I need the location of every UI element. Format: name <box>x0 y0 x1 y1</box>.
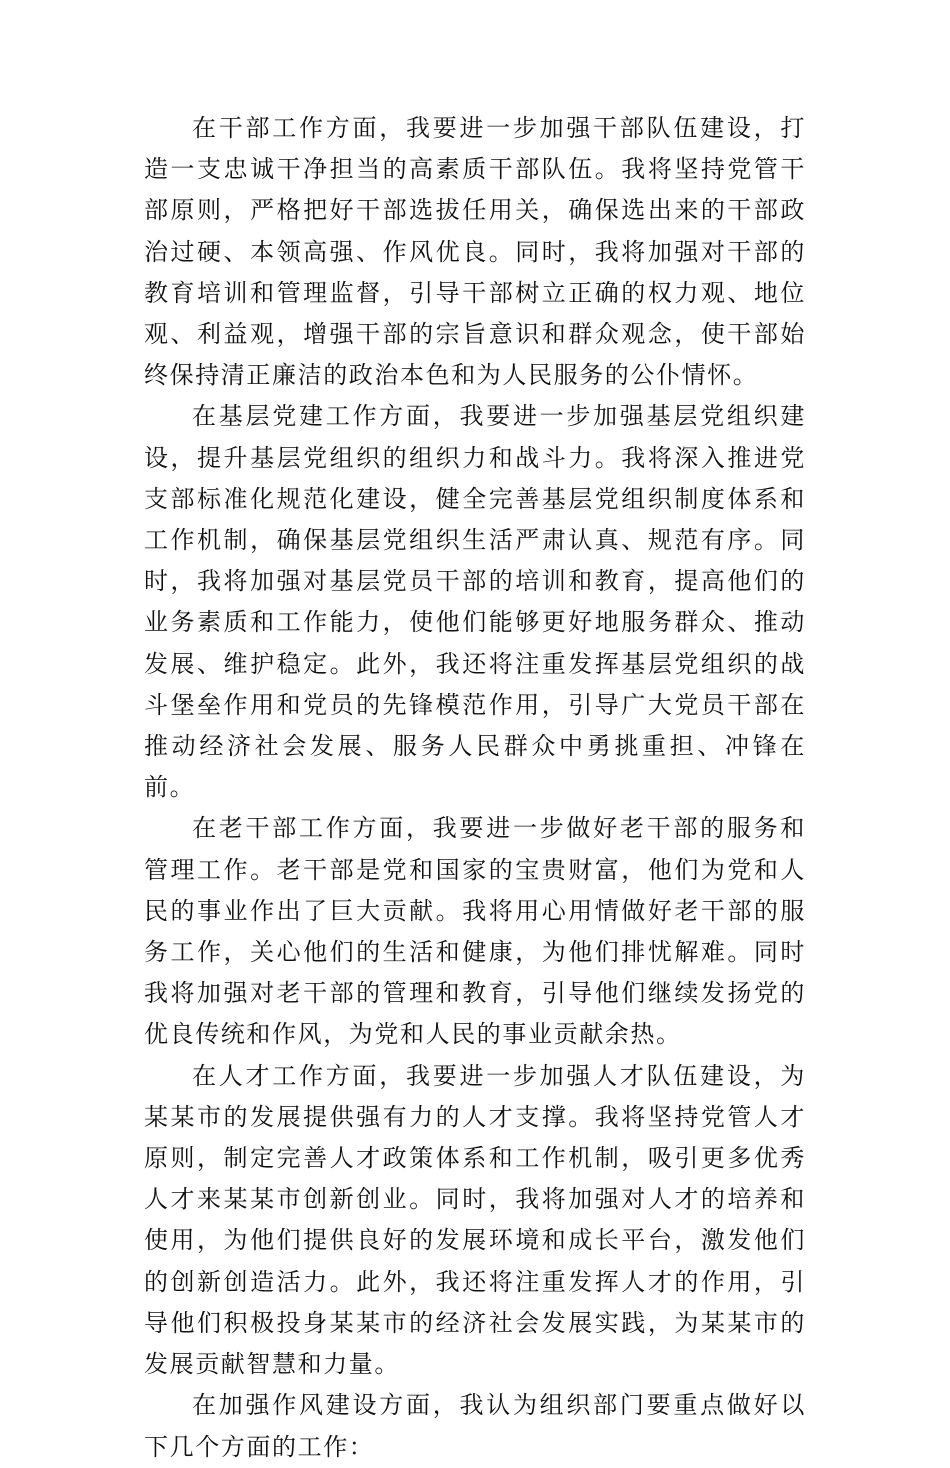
paragraph-grassroots-party-building: 在基层党建工作方面，我要进一步加强基层党组织建设，提升基层党组织的组织力和战斗力。我将深入推进党支部标准化规范化建设，健全完善基层党组织制度体系和工作机制，确保基层党组织生活严肃认真、规范有序。同时，我将加强对基层党员干部的培训和教育，提高他们的业务素质和工作能力，使他们能够更好地服务群众、推动发展、维护稳定。此外，我还将注重发挥基层党组织的战斗堡垒作用和党员的先锋模范作用，引导广大党员干部在推动经济社会发展、服务人民群众中勇挑重担、冲锋在前。 <box>144 402 806 802</box>
paragraph-cadre-work: 在干部工作方面，我要进一步加强干部队伍建设，打造一支忠诚干净担当的高素质干部队伍。我将坚持党管干部原则，严格把好干部选拔任用关，确保选出来的干部政治过硬、本领高强、作风优良。同时，我将加强对干部的教育培训和管理监督，引导干部树立正确的权力观、地位观、利益观，增强干部的宗旨意识和群众观念，使干部始终保持清正廉洁的政治本色和为人民服务的公仆情怀。 <box>144 114 806 390</box>
paragraph-veteran-cadre-work: 在老干部工作方面，我要进一步做好老干部的服务和管理工作。老干部是党和国家的宝贵财富，他们为党和人民的事业作出了巨大贡献。我将用心用情做好老干部的服务工作，关心他们的生活和健康，为他们排忧解难。同时我将加强对老干部的管理和教育，引导他们继续发扬党的优良传统和作风，为党和人民的事业贡献余热。 <box>144 814 806 1049</box>
document-body <box>144 108 806 1468</box>
paragraph-work-style: 在加强作风建设方面，我认为组织部门要重点做好以下几个方面的工作： <box>144 1391 806 1461</box>
paragraph-talent-work: 在人才工作方面，我要进一步加强人才队伍建设，为某某市的发展提供强有力的人才支撑。我将坚持党管人才原则，制定完善人才政策体系和工作机制，吸引更多优秀人才来某某市创新创业。同时，我将加强对人才的培养和使用，为他们提供良好的发展环境和成长平台，激发他们的创新创造活力。此外，我还将注重发挥人才的作用，引导他们积极投身某某市的经济社会发展实践，为某某市的发展贡献智慧和力量。 <box>144 1061 806 1379</box>
